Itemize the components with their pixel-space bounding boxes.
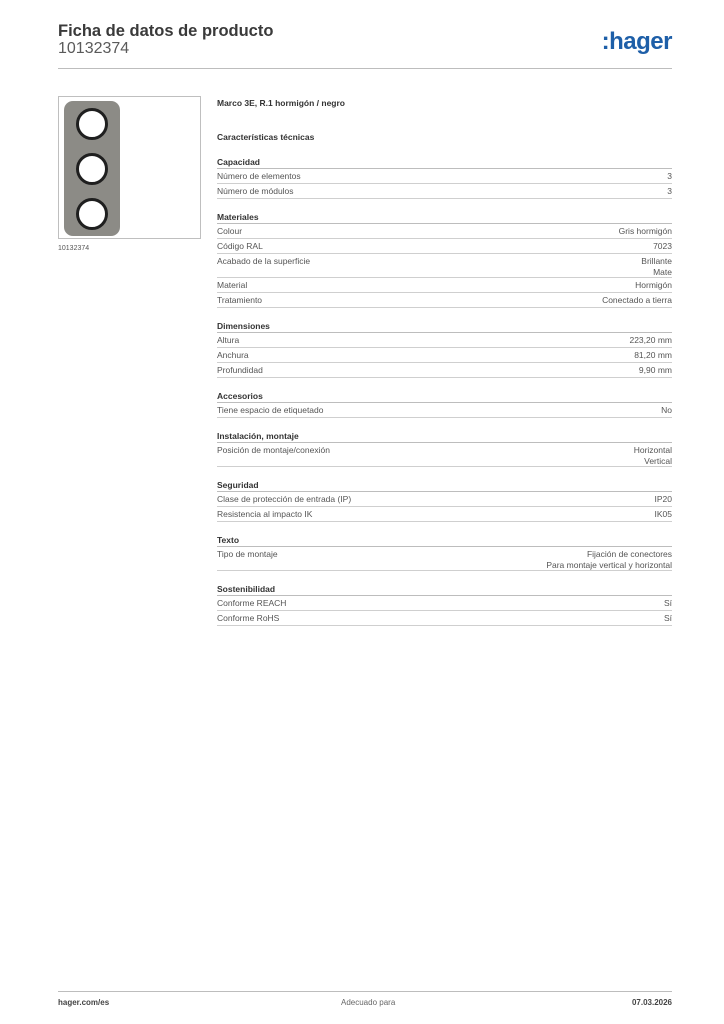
spec-row (217, 293, 672, 308)
spec-value: 3 (667, 171, 672, 181)
section-title: Instalación, montaje (217, 430, 672, 443)
spec-value: 9,90 mm (638, 365, 672, 375)
spec-value: 7023 (653, 241, 672, 251)
spec-row (217, 611, 672, 626)
frame-body (64, 101, 120, 236)
spec-row (217, 333, 672, 348)
spec-value: 3 (667, 186, 672, 196)
section-title: Capacidad (217, 156, 672, 169)
spec-label: Tratamiento (217, 295, 263, 305)
spec-label: Número de módulos (217, 186, 294, 196)
spec-row (217, 348, 672, 363)
spec-row (217, 169, 672, 184)
spec-value: Conectado a tierra (602, 295, 672, 305)
section-title: Seguridad (217, 479, 672, 492)
spec-label: Tipo de montaje (217, 549, 278, 559)
spec-value: IK05 (654, 509, 672, 519)
spec-label: Conforme REACH (217, 598, 287, 608)
spec-row (217, 443, 672, 467)
spec-label: Altura (217, 335, 240, 345)
image-caption: 10132374 (58, 245, 90, 252)
section-title: Materiales (217, 211, 672, 224)
spec-row (217, 278, 672, 293)
footer-website[interactable]: hager.com/es (58, 998, 110, 1007)
spec-value: Fijación de conectores Para montaje vertical y horizontal (546, 549, 672, 570)
spec-label: Código RAL (217, 241, 263, 251)
footer-date: 07.03.2026 (631, 998, 672, 1007)
spec-value: 223,20 mm (629, 335, 672, 345)
spec-label: Material (217, 280, 248, 290)
spec-label: Colour (217, 226, 243, 236)
spec-label: Clase de protección de entrada (IP) (217, 494, 352, 504)
section-title: Accesorios (217, 390, 672, 403)
spec-row (217, 363, 672, 378)
footer-suitable-for: Adecuado para (341, 998, 396, 1007)
product-image (58, 96, 201, 239)
frame-opening (76, 198, 108, 230)
section-title: Texto (217, 534, 672, 547)
tech-heading: Características técnicas (217, 132, 315, 142)
spec-value: Sí (663, 598, 672, 608)
hager-logo: :hager (601, 28, 672, 55)
spec-value: 81,20 mm (634, 350, 672, 360)
spec-label: Profundidad (217, 365, 263, 375)
spec-row (217, 507, 672, 522)
page-title: Ficha de datos de producto (58, 22, 274, 40)
spec-sections (217, 156, 672, 626)
spec-value: Gris hormigón (618, 226, 672, 236)
spec-value: No (661, 405, 672, 415)
spec-row (217, 224, 672, 239)
spec-value: Hormigón (635, 280, 672, 290)
spec-label: Número de elementos (217, 171, 301, 181)
spec-row (217, 184, 672, 199)
product-code: 10132374 (58, 40, 130, 57)
spec-value: Sí (663, 613, 672, 623)
spec-label: Tiene espacio de etiquetado (217, 405, 324, 415)
spec-value: Brillante Mate (641, 256, 672, 277)
product-name: Marco 3E, R.1 hormigón / negro (217, 98, 345, 108)
spec-value: IP20 (654, 494, 672, 504)
spec-label: Acabado de la superficie (217, 256, 311, 266)
section-title: Dimensiones (217, 320, 672, 333)
spec-row (217, 596, 672, 611)
spec-row (217, 254, 672, 278)
frame-opening (76, 108, 108, 140)
spec-row (217, 403, 672, 418)
spec-value: Horizontal Vertical (633, 445, 672, 466)
spec-label: Conforme RoHS (217, 613, 280, 623)
footer-divider (58, 991, 672, 992)
spec-label: Anchura (217, 350, 249, 360)
logo-text: hager (609, 28, 672, 55)
spec-label: Posición de montaje/conexión (217, 445, 330, 455)
header-divider (58, 68, 672, 69)
spec-label: Resistencia al impacto IK (217, 509, 313, 519)
section-title: Sostenibilidad (217, 583, 672, 596)
frame-opening (76, 153, 108, 185)
product-specs (217, 96, 672, 626)
spec-row (217, 547, 672, 571)
spec-row (217, 239, 672, 254)
spec-row (217, 492, 672, 507)
